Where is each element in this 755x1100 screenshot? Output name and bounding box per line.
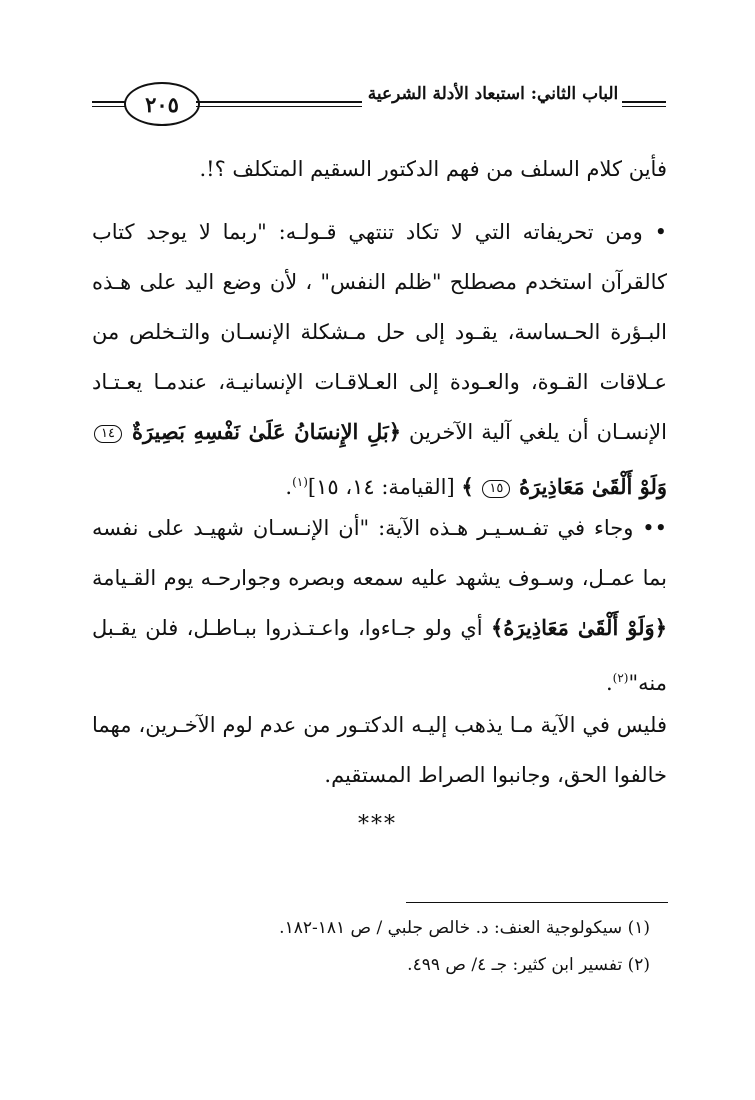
quran-verse-3: ﴿وَلَوْ أَلْقَىٰ مَعَاذِيرَهُ﴾ [491, 615, 667, 640]
paragraph-2-end: . [285, 475, 293, 499]
ayah-number-1: ١٤ [94, 425, 122, 443]
paragraph-1-text: فأين كلام السلف من فهم الدكتور السقيم المتكلف ؟!. [199, 157, 667, 181]
quran-verse-1: ﴿بَلِ الإِنسَانُ عَلَىٰ نَفْسِهِ بَصِيرَةٌ [131, 419, 402, 444]
quran-bracket-close: ﴾ [461, 474, 474, 499]
paragraph-1 [92, 144, 667, 194]
footnote-1: (١) سيكولوجية العنف: د. خالص جلبي / ص ١٨١-١٨٢. [279, 918, 650, 938]
paragraph-2-text: • ومن تحريفاته التي لا تكاد تنتهي قـولـه: "ربما لا يوجد كتاب كالقرآن استخدم مصطلح "ظلم النفس" ، لأن وضع اليد على هـذه البـؤرة الحـساسة، يقـود إلى حل مـشكلة الإنسـان والتـخلص من عـلاقات القـوة، والعـودة إلى العـلاقـات الإنسانيـة، عندمـا يعـتـاد الإنسـان أن يلغي آلية الآخرين [92, 220, 667, 444]
section-separator: *** [358, 812, 397, 837]
paragraph-3 [92, 503, 667, 708]
page-number-oval [124, 82, 200, 126]
paragraph-3-text-end: أي ولو جـاءوا، واعـتـذروا ببـاطـل، فلن يقـبل منه" [92, 616, 667, 695]
header-rule-middle [196, 101, 362, 107]
running-head: الباب الثاني: استبعاد الأدلة الشرعية [367, 84, 619, 104]
footnote-marker-2: (٢) [612, 671, 629, 685]
header-rule-left [92, 101, 128, 107]
ayah-number-2: ١٥ [482, 480, 510, 498]
footnote-2: (٢) تفسير ابن كثير: جـ ٤/ ص ٤٩٩. [407, 955, 650, 975]
footnote-rule [406, 902, 668, 903]
header-rule-right [622, 101, 666, 107]
quran-verse-2: وَلَوْ أَلْقَىٰ مَعَاذِيرَهُ [519, 474, 667, 499]
paragraph-3-text: •• وجاء في تفـسـيـر هـذه الآية: "أن الإنـسـان شهيـد على نفسه بما عمـل، وسـوف يشهد عليه سمعه وبصره وجوارحـه يوم القـيامة [92, 516, 667, 590]
paragraph-4 [92, 700, 667, 800]
paragraph-4-text: فليس في الآية مـا يذهب إليـه الدكتـور من عدم لوم الآخـرين، مهما خالفوا الحق، وجانبوا الصراط المستقيم. [92, 713, 667, 787]
footnote-marker-1: (١) [292, 475, 308, 489]
paragraph-2 [92, 207, 667, 512]
page-number: ٢٠٥ [145, 91, 179, 117]
paragraph-3-end: . [605, 671, 613, 695]
verse-reference: [القيامة: ١٤، ١٥] [307, 475, 455, 499]
